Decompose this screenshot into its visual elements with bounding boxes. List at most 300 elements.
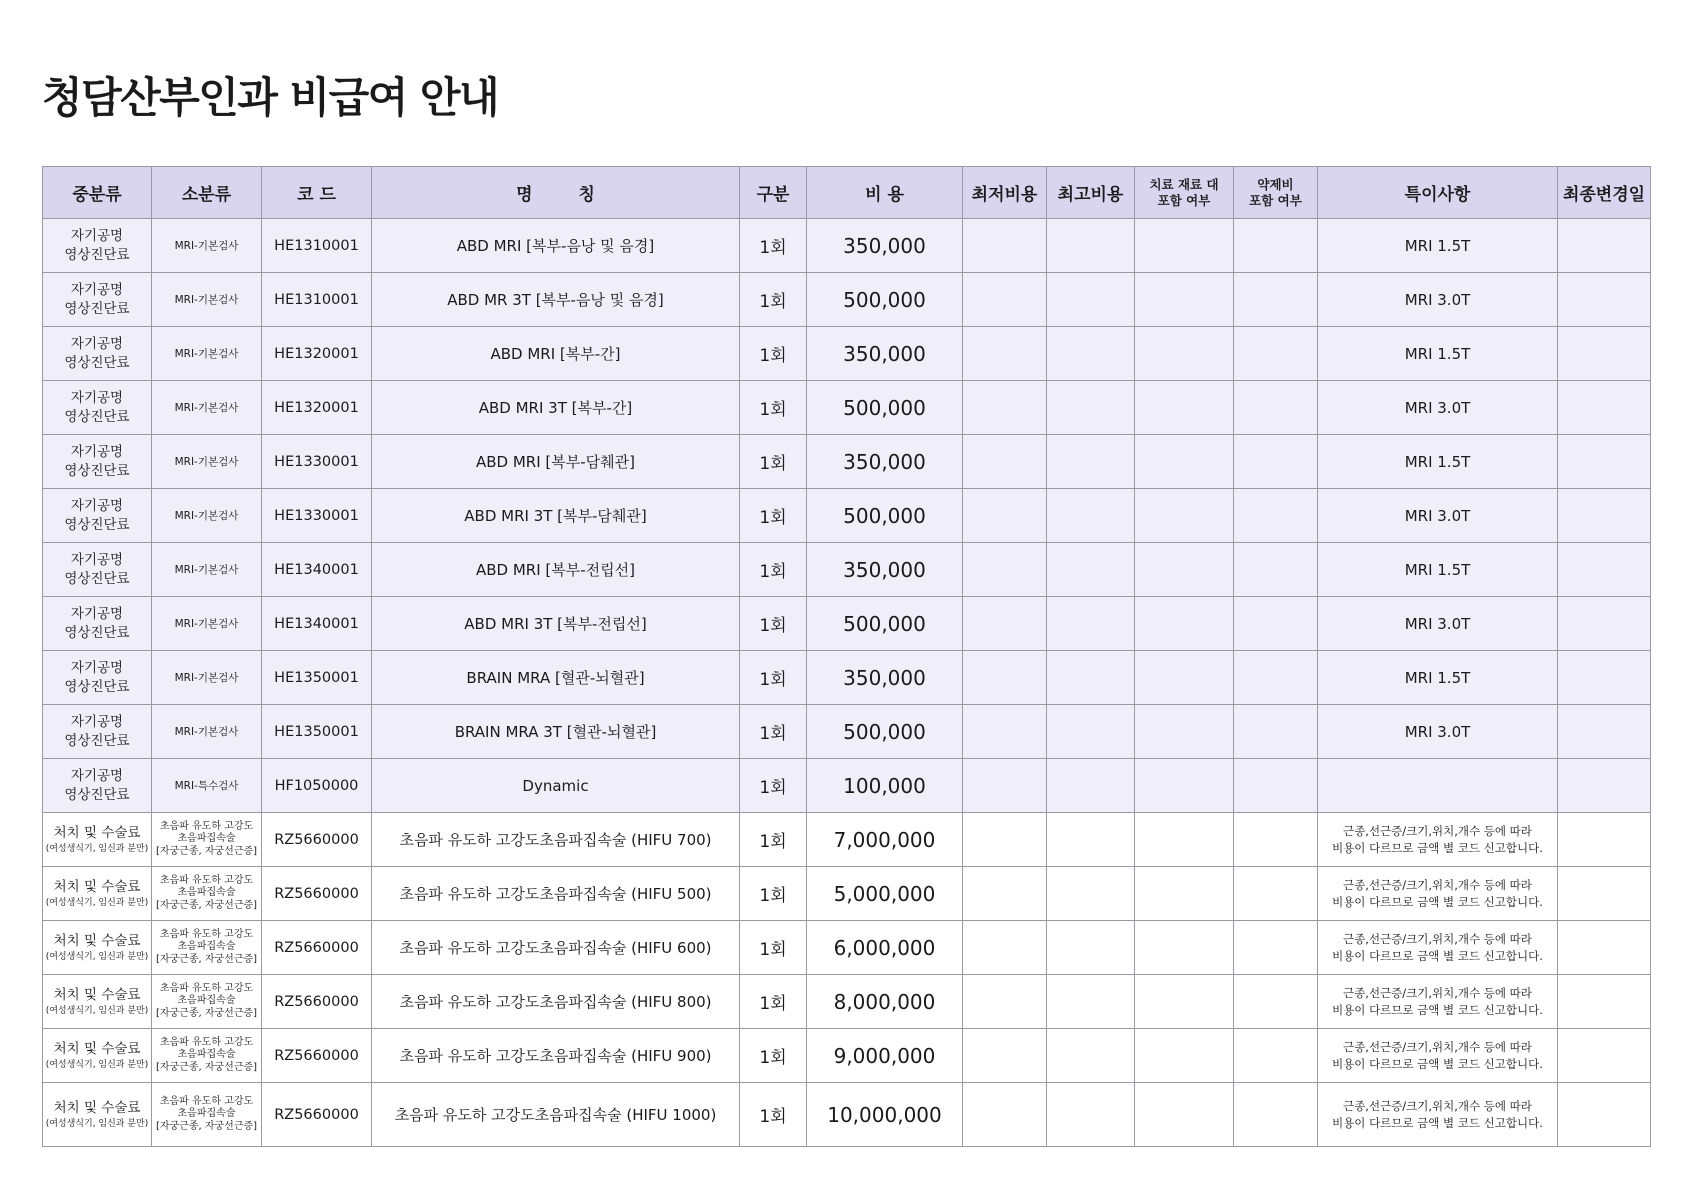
cell-material-included <box>1135 813 1234 867</box>
cell-cost <box>807 1029 963 1083</box>
cell-min-cost <box>963 1083 1047 1147</box>
table-row <box>43 381 1651 435</box>
cell-name <box>372 435 740 489</box>
code-text: RZ5660000 <box>274 939 359 956</box>
cell-drug-included <box>1234 381 1318 435</box>
subcategory-text: MRI-기본검사 <box>174 510 239 522</box>
cell-note <box>1318 381 1558 435</box>
cell-cost <box>807 975 963 1029</box>
category-line1: 자기공명 <box>70 281 124 298</box>
name-text: ABD MRI 3T [복부-담췌관] <box>464 507 647 525</box>
code-text: HE1350001 <box>274 669 359 686</box>
cell-note <box>1318 435 1558 489</box>
cell-code <box>262 759 372 813</box>
category-line1: 자기공명 <box>70 659 124 676</box>
cell-drug-included <box>1234 705 1318 759</box>
cell-name <box>372 543 740 597</box>
cell-division <box>740 543 807 597</box>
cell-max-cost <box>1047 705 1135 759</box>
note-line1: 근종,선근증/크기,위치,개수 등에 따라 <box>1343 823 1532 838</box>
category-line2: 영상진단료 <box>64 624 130 641</box>
cell-drug-included <box>1234 813 1318 867</box>
cell-cost <box>807 543 963 597</box>
cell-mid-category <box>43 219 152 273</box>
cell-division <box>740 867 807 921</box>
cell-last-modified <box>1558 543 1651 597</box>
subcategory-line1: 초음파 유도하 고강도 <box>159 1095 254 1107</box>
table-body <box>43 219 1651 1147</box>
cell-min-cost <box>963 435 1047 489</box>
division-text: 1회 <box>759 346 787 366</box>
cell-division <box>740 813 807 867</box>
subcategory-text: MRI-기본검사 <box>174 456 239 468</box>
cell-division <box>740 1029 807 1083</box>
cell-code <box>262 1083 372 1147</box>
cell-drug-included <box>1234 219 1318 273</box>
name-text: ABD MR 3T [복부-음낭 및 음경] <box>447 291 664 309</box>
cell-last-modified <box>1558 1029 1651 1083</box>
subcategory-text: MRI-기본검사 <box>174 240 239 252</box>
cell-material-included <box>1135 1029 1234 1083</box>
cell-cost <box>807 759 963 813</box>
cell-cost <box>807 381 963 435</box>
subcategory-line3: [자궁근종, 자궁선근증] <box>155 953 258 965</box>
cell-code <box>262 597 372 651</box>
cell-mid-category <box>43 651 152 705</box>
note-text: MRI 3.0T <box>1404 506 1471 525</box>
cell-note <box>1318 759 1558 813</box>
cell-max-cost <box>1047 759 1135 813</box>
category-line2: 영상진단료 <box>64 246 130 263</box>
cell-division <box>740 597 807 651</box>
cell-division <box>740 219 807 273</box>
name-text: 초음파 유도하 고강도초음파집속술 (HIFU 700) <box>399 831 712 849</box>
cell-code <box>262 543 372 597</box>
category-line2: 영상진단료 <box>64 462 130 479</box>
category-line1: 자기공명 <box>70 497 124 514</box>
cell-name <box>372 813 740 867</box>
cell-division <box>740 435 807 489</box>
cell-sub-category <box>152 867 262 921</box>
cell-last-modified <box>1558 597 1651 651</box>
note-text: MRI 1.5T <box>1404 668 1471 687</box>
header-cost: 비 용 <box>807 167 963 219</box>
cell-mid-category <box>43 921 152 975</box>
header-note: 특이사항 <box>1318 167 1558 219</box>
cell-cost <box>807 219 963 273</box>
cell-sub-category <box>152 489 262 543</box>
subcategory-line2: 초음파집속술 <box>177 887 236 899</box>
cell-min-cost <box>963 597 1047 651</box>
cell-material-included <box>1135 489 1234 543</box>
cell-mid-category <box>43 273 152 327</box>
category-line1: 자기공명 <box>70 389 124 406</box>
cell-min-cost <box>963 975 1047 1029</box>
cell-sub-category <box>152 651 262 705</box>
cell-max-cost <box>1047 651 1135 705</box>
cell-last-modified <box>1558 651 1651 705</box>
cost-text: 350,000 <box>843 233 926 258</box>
cell-sub-category <box>152 219 262 273</box>
cell-mid-category <box>43 1083 152 1147</box>
cost-text: 9,000,000 <box>833 1043 936 1068</box>
cell-mid-category <box>43 705 152 759</box>
cell-name <box>372 867 740 921</box>
category-line2: (여성생식기, 임신과 분만) <box>45 898 149 908</box>
cell-mid-category <box>43 759 152 813</box>
category-line2: 영상진단료 <box>64 786 130 803</box>
category-line1: 자기공명 <box>70 443 124 460</box>
cell-code <box>262 651 372 705</box>
subcategory-line2: 초음파집속술 <box>177 1108 236 1120</box>
table-row <box>43 489 1651 543</box>
category-line2: 영상진단료 <box>64 732 130 749</box>
cell-max-cost <box>1047 489 1135 543</box>
code-text: HE1350001 <box>274 723 359 740</box>
category-line2: 영상진단료 <box>64 678 130 695</box>
cell-mid-category <box>43 1029 152 1083</box>
cell-drug-included <box>1234 435 1318 489</box>
note-line1: 근종,선근증/크기,위치,개수 등에 따라 <box>1343 1039 1532 1054</box>
subcategory-text: MRI-특수검사 <box>174 780 239 792</box>
code-text: RZ5660000 <box>274 831 359 848</box>
header-material-included <box>1135 167 1234 219</box>
cost-text: 500,000 <box>843 395 926 420</box>
subcategory-line2: 초음파집속술 <box>177 941 236 953</box>
cell-sub-category <box>152 597 262 651</box>
cell-cost <box>807 597 963 651</box>
name-text: ABD MRI [복부-음낭 및 음경] <box>456 237 655 255</box>
cell-last-modified <box>1558 381 1651 435</box>
cost-text: 7,000,000 <box>833 827 936 852</box>
cell-drug-included <box>1234 1029 1318 1083</box>
cell-mid-category <box>43 489 152 543</box>
cell-mid-category <box>43 381 152 435</box>
cell-name <box>372 327 740 381</box>
cell-code <box>262 975 372 1029</box>
cell-last-modified <box>1558 813 1651 867</box>
division-text: 1회 <box>759 1048 787 1068</box>
cost-text: 100,000 <box>843 773 926 798</box>
cell-note <box>1318 489 1558 543</box>
cell-cost <box>807 273 963 327</box>
cell-max-cost <box>1047 273 1135 327</box>
cell-sub-category <box>152 327 262 381</box>
cell-drug-included <box>1234 975 1318 1029</box>
cell-note <box>1318 1029 1558 1083</box>
code-text: HE1310001 <box>274 291 359 308</box>
division-text: 1회 <box>759 400 787 420</box>
name-text: ABD MRI [복부-담췌관] <box>476 453 635 471</box>
header-mid-category: 중분류 <box>43 167 152 219</box>
cell-division <box>740 921 807 975</box>
table-row <box>43 219 1651 273</box>
note-text: MRI 3.0T <box>1404 722 1471 741</box>
table-row <box>43 1083 1651 1147</box>
division-text: 1회 <box>759 1107 787 1127</box>
cost-text: 500,000 <box>843 287 926 312</box>
cell-name <box>372 273 740 327</box>
cell-note <box>1318 867 1558 921</box>
category-line2: (여성생식기, 임신과 분만) <box>45 1119 149 1129</box>
cell-note <box>1318 975 1558 1029</box>
cell-division <box>740 651 807 705</box>
note-line1: 근종,선근증/크기,위치,개수 등에 따라 <box>1343 931 1532 946</box>
category-line1: 처치 및 수술료 <box>53 987 141 1003</box>
category-line2: (여성생식기, 임신과 분만) <box>45 1060 149 1070</box>
subcategory-line1: 초음파 유도하 고강도 <box>159 928 254 940</box>
cell-drug-included <box>1234 543 1318 597</box>
page-title: 청담산부인과 비급여 안내 <box>42 73 499 122</box>
table-row <box>43 435 1651 489</box>
cell-drug-included <box>1234 867 1318 921</box>
header-drug-line1: 약제비 <box>1257 176 1294 192</box>
division-text: 1회 <box>759 238 787 258</box>
cell-min-cost <box>963 651 1047 705</box>
cell-min-cost <box>963 921 1047 975</box>
note-line1: 근종,선근증/크기,위치,개수 등에 따라 <box>1343 1098 1532 1113</box>
subcategory-line3: [자궁근종, 자궁선근증] <box>155 1061 258 1073</box>
cell-code <box>262 273 372 327</box>
header-material-line2: 포함 여부 <box>1157 192 1211 208</box>
cell-name <box>372 381 740 435</box>
subcategory-line2: 초음파집속술 <box>177 833 236 845</box>
cost-text: 5,000,000 <box>833 881 936 906</box>
name-text: ABD MRI 3T [복부-간] <box>478 399 633 417</box>
table-row <box>43 759 1651 813</box>
cell-name <box>372 1029 740 1083</box>
table-row <box>43 1029 1651 1083</box>
cell-max-cost <box>1047 867 1135 921</box>
cell-name <box>372 705 740 759</box>
cell-max-cost <box>1047 327 1135 381</box>
cell-last-modified <box>1558 435 1651 489</box>
cell-division <box>740 327 807 381</box>
cost-text: 500,000 <box>843 503 926 528</box>
cell-drug-included <box>1234 273 1318 327</box>
cell-material-included <box>1135 381 1234 435</box>
cell-division <box>740 759 807 813</box>
category-line1: 자기공명 <box>70 767 124 784</box>
note-line2: 비용이 다르므로 금액 별 코드 신고합니다. <box>1332 894 1543 909</box>
category-line1: 처치 및 수술료 <box>53 1100 141 1116</box>
note-text: MRI 1.5T <box>1404 236 1471 255</box>
header-last-modified: 최종변경일 <box>1558 167 1651 219</box>
cell-max-cost <box>1047 219 1135 273</box>
category-line1: 자기공명 <box>70 605 124 622</box>
cell-sub-category <box>152 975 262 1029</box>
cell-min-cost <box>963 543 1047 597</box>
table-row <box>43 705 1651 759</box>
cell-min-cost <box>963 489 1047 543</box>
cell-min-cost <box>963 273 1047 327</box>
cell-sub-category <box>152 435 262 489</box>
cell-note <box>1318 597 1558 651</box>
division-text: 1회 <box>759 292 787 312</box>
subcategory-line1: 초음파 유도하 고강도 <box>159 820 254 832</box>
category-line2: 영상진단료 <box>64 354 130 371</box>
header-min-cost: 최저비용 <box>963 167 1047 219</box>
cell-max-cost <box>1047 1029 1135 1083</box>
cell-drug-included <box>1234 597 1318 651</box>
header-sub-category: 소분류 <box>152 167 262 219</box>
header-code: 코 드 <box>262 167 372 219</box>
cell-note <box>1318 813 1558 867</box>
code-text: HE1340001 <box>274 615 359 632</box>
name-text: 초음파 유도하 고강도초음파집속술 (HIFU 600) <box>399 939 712 957</box>
cell-last-modified <box>1558 219 1651 273</box>
code-text: HF1050000 <box>274 777 359 794</box>
cell-last-modified <box>1558 489 1651 543</box>
cell-last-modified <box>1558 1083 1651 1147</box>
cell-name <box>372 1083 740 1147</box>
table-header-row <box>43 167 1651 219</box>
cell-mid-category <box>43 327 152 381</box>
table-row <box>43 651 1651 705</box>
note-line2: 비용이 다르므로 금액 별 코드 신고합니다. <box>1332 948 1543 963</box>
note-line1: 근종,선근증/크기,위치,개수 등에 따라 <box>1343 877 1532 892</box>
cell-material-included <box>1135 219 1234 273</box>
table-row <box>43 273 1651 327</box>
name-text: 초음파 유도하 고강도초음파집속술 (HIFU 1000) <box>394 1106 717 1124</box>
cost-text: 500,000 <box>843 611 926 636</box>
name-text: BRAIN MRA 3T [혈관-뇌혈관] <box>454 723 657 741</box>
cell-sub-category <box>152 381 262 435</box>
subcategory-line3: [자궁근종, 자궁선근증] <box>155 1007 258 1019</box>
cell-material-included <box>1135 273 1234 327</box>
name-text: 초음파 유도하 고강도초음파집속술 (HIFU 800) <box>399 993 712 1011</box>
cell-code <box>262 219 372 273</box>
cell-material-included <box>1135 651 1234 705</box>
cell-mid-category <box>43 975 152 1029</box>
subcategory-text: MRI-기본검사 <box>174 618 239 630</box>
note-text: MRI 3.0T <box>1404 614 1471 633</box>
cell-material-included <box>1135 867 1234 921</box>
cell-mid-category <box>43 435 152 489</box>
cell-material-included <box>1135 435 1234 489</box>
division-text: 1회 <box>759 562 787 582</box>
code-text: HE1330001 <box>274 453 359 470</box>
cell-material-included <box>1135 327 1234 381</box>
category-line1: 자기공명 <box>70 335 124 352</box>
cell-cost <box>807 921 963 975</box>
code-text: HE1330001 <box>274 507 359 524</box>
name-text: ABD MRI 3T [복부-전립선] <box>464 615 647 633</box>
cell-last-modified <box>1558 921 1651 975</box>
cell-sub-category <box>152 759 262 813</box>
cell-division <box>740 273 807 327</box>
category-line2: 영상진단료 <box>64 516 130 533</box>
cell-mid-category <box>43 813 152 867</box>
cell-sub-category <box>152 921 262 975</box>
name-text: 초음파 유도하 고강도초음파집속술 (HIFU 500) <box>399 885 712 903</box>
cell-sub-category <box>152 813 262 867</box>
category-line2: (여성생식기, 임신과 분만) <box>45 952 149 962</box>
cell-name <box>372 975 740 1029</box>
cell-min-cost <box>963 381 1047 435</box>
cell-max-cost <box>1047 597 1135 651</box>
cell-code <box>262 705 372 759</box>
table-row <box>43 327 1651 381</box>
cell-code <box>262 489 372 543</box>
cell-code <box>262 921 372 975</box>
cell-code <box>262 813 372 867</box>
code-text: RZ5660000 <box>274 993 359 1010</box>
division-text: 1회 <box>759 508 787 528</box>
code-text: HE1320001 <box>274 345 359 362</box>
note-text: MRI 1.5T <box>1404 344 1471 363</box>
code-text: HE1320001 <box>274 399 359 416</box>
cell-cost <box>807 651 963 705</box>
category-line2: (여성생식기, 임신과 분만) <box>45 1006 149 1016</box>
cell-cost <box>807 867 963 921</box>
cell-last-modified <box>1558 705 1651 759</box>
cell-material-included <box>1135 1083 1234 1147</box>
code-text: HE1310001 <box>274 237 359 254</box>
category-line2: 영상진단료 <box>64 300 130 317</box>
cell-sub-category <box>152 543 262 597</box>
cell-note <box>1318 1083 1558 1147</box>
cell-min-cost <box>963 327 1047 381</box>
cell-division <box>740 489 807 543</box>
division-text: 1회 <box>759 832 787 852</box>
cell-max-cost <box>1047 975 1135 1029</box>
note-text: MRI 3.0T <box>1404 398 1471 417</box>
cell-last-modified <box>1558 273 1651 327</box>
cell-cost <box>807 327 963 381</box>
division-text: 1회 <box>759 670 787 690</box>
subcategory-text: MRI-기본검사 <box>174 726 239 738</box>
cell-cost <box>807 1083 963 1147</box>
cell-drug-included <box>1234 1083 1318 1147</box>
subcategory-line3: [자궁근종, 자궁선근증] <box>155 1120 258 1132</box>
cell-note <box>1318 219 1558 273</box>
category-line1: 자기공명 <box>70 551 124 568</box>
code-text: RZ5660000 <box>274 885 359 902</box>
table-row <box>43 543 1651 597</box>
table-row <box>43 921 1651 975</box>
cell-mid-category <box>43 597 152 651</box>
cell-material-included <box>1135 921 1234 975</box>
cost-text: 350,000 <box>843 341 926 366</box>
cell-sub-category <box>152 273 262 327</box>
table-row <box>43 597 1651 651</box>
cell-cost <box>807 705 963 759</box>
note-line2: 비용이 다르므로 금액 별 코드 신고합니다. <box>1332 1115 1543 1130</box>
category-line2: (여성생식기, 임신과 분만) <box>45 844 149 854</box>
header-drug-line2: 포함 여부 <box>1249 192 1302 208</box>
cell-code <box>262 867 372 921</box>
cell-code <box>262 327 372 381</box>
note-text: MRI 3.0T <box>1404 290 1471 309</box>
cell-min-cost <box>963 867 1047 921</box>
table-row <box>43 813 1651 867</box>
code-text: RZ5660000 <box>274 1047 359 1064</box>
cell-max-cost <box>1047 1083 1135 1147</box>
category-line1: 자기공명 <box>70 227 124 244</box>
cell-division <box>740 381 807 435</box>
note-line2: 비용이 다르므로 금액 별 코드 신고합니다. <box>1332 1002 1543 1017</box>
cell-last-modified <box>1558 975 1651 1029</box>
division-text: 1회 <box>759 886 787 906</box>
cell-name <box>372 921 740 975</box>
cell-min-cost <box>963 759 1047 813</box>
cost-text: 500,000 <box>843 719 926 744</box>
cell-note <box>1318 327 1558 381</box>
name-text: Dynamic <box>522 776 589 795</box>
subcategory-text: MRI-기본검사 <box>174 672 239 684</box>
header-material-line1: 치료 재료 대 <box>1149 176 1219 192</box>
